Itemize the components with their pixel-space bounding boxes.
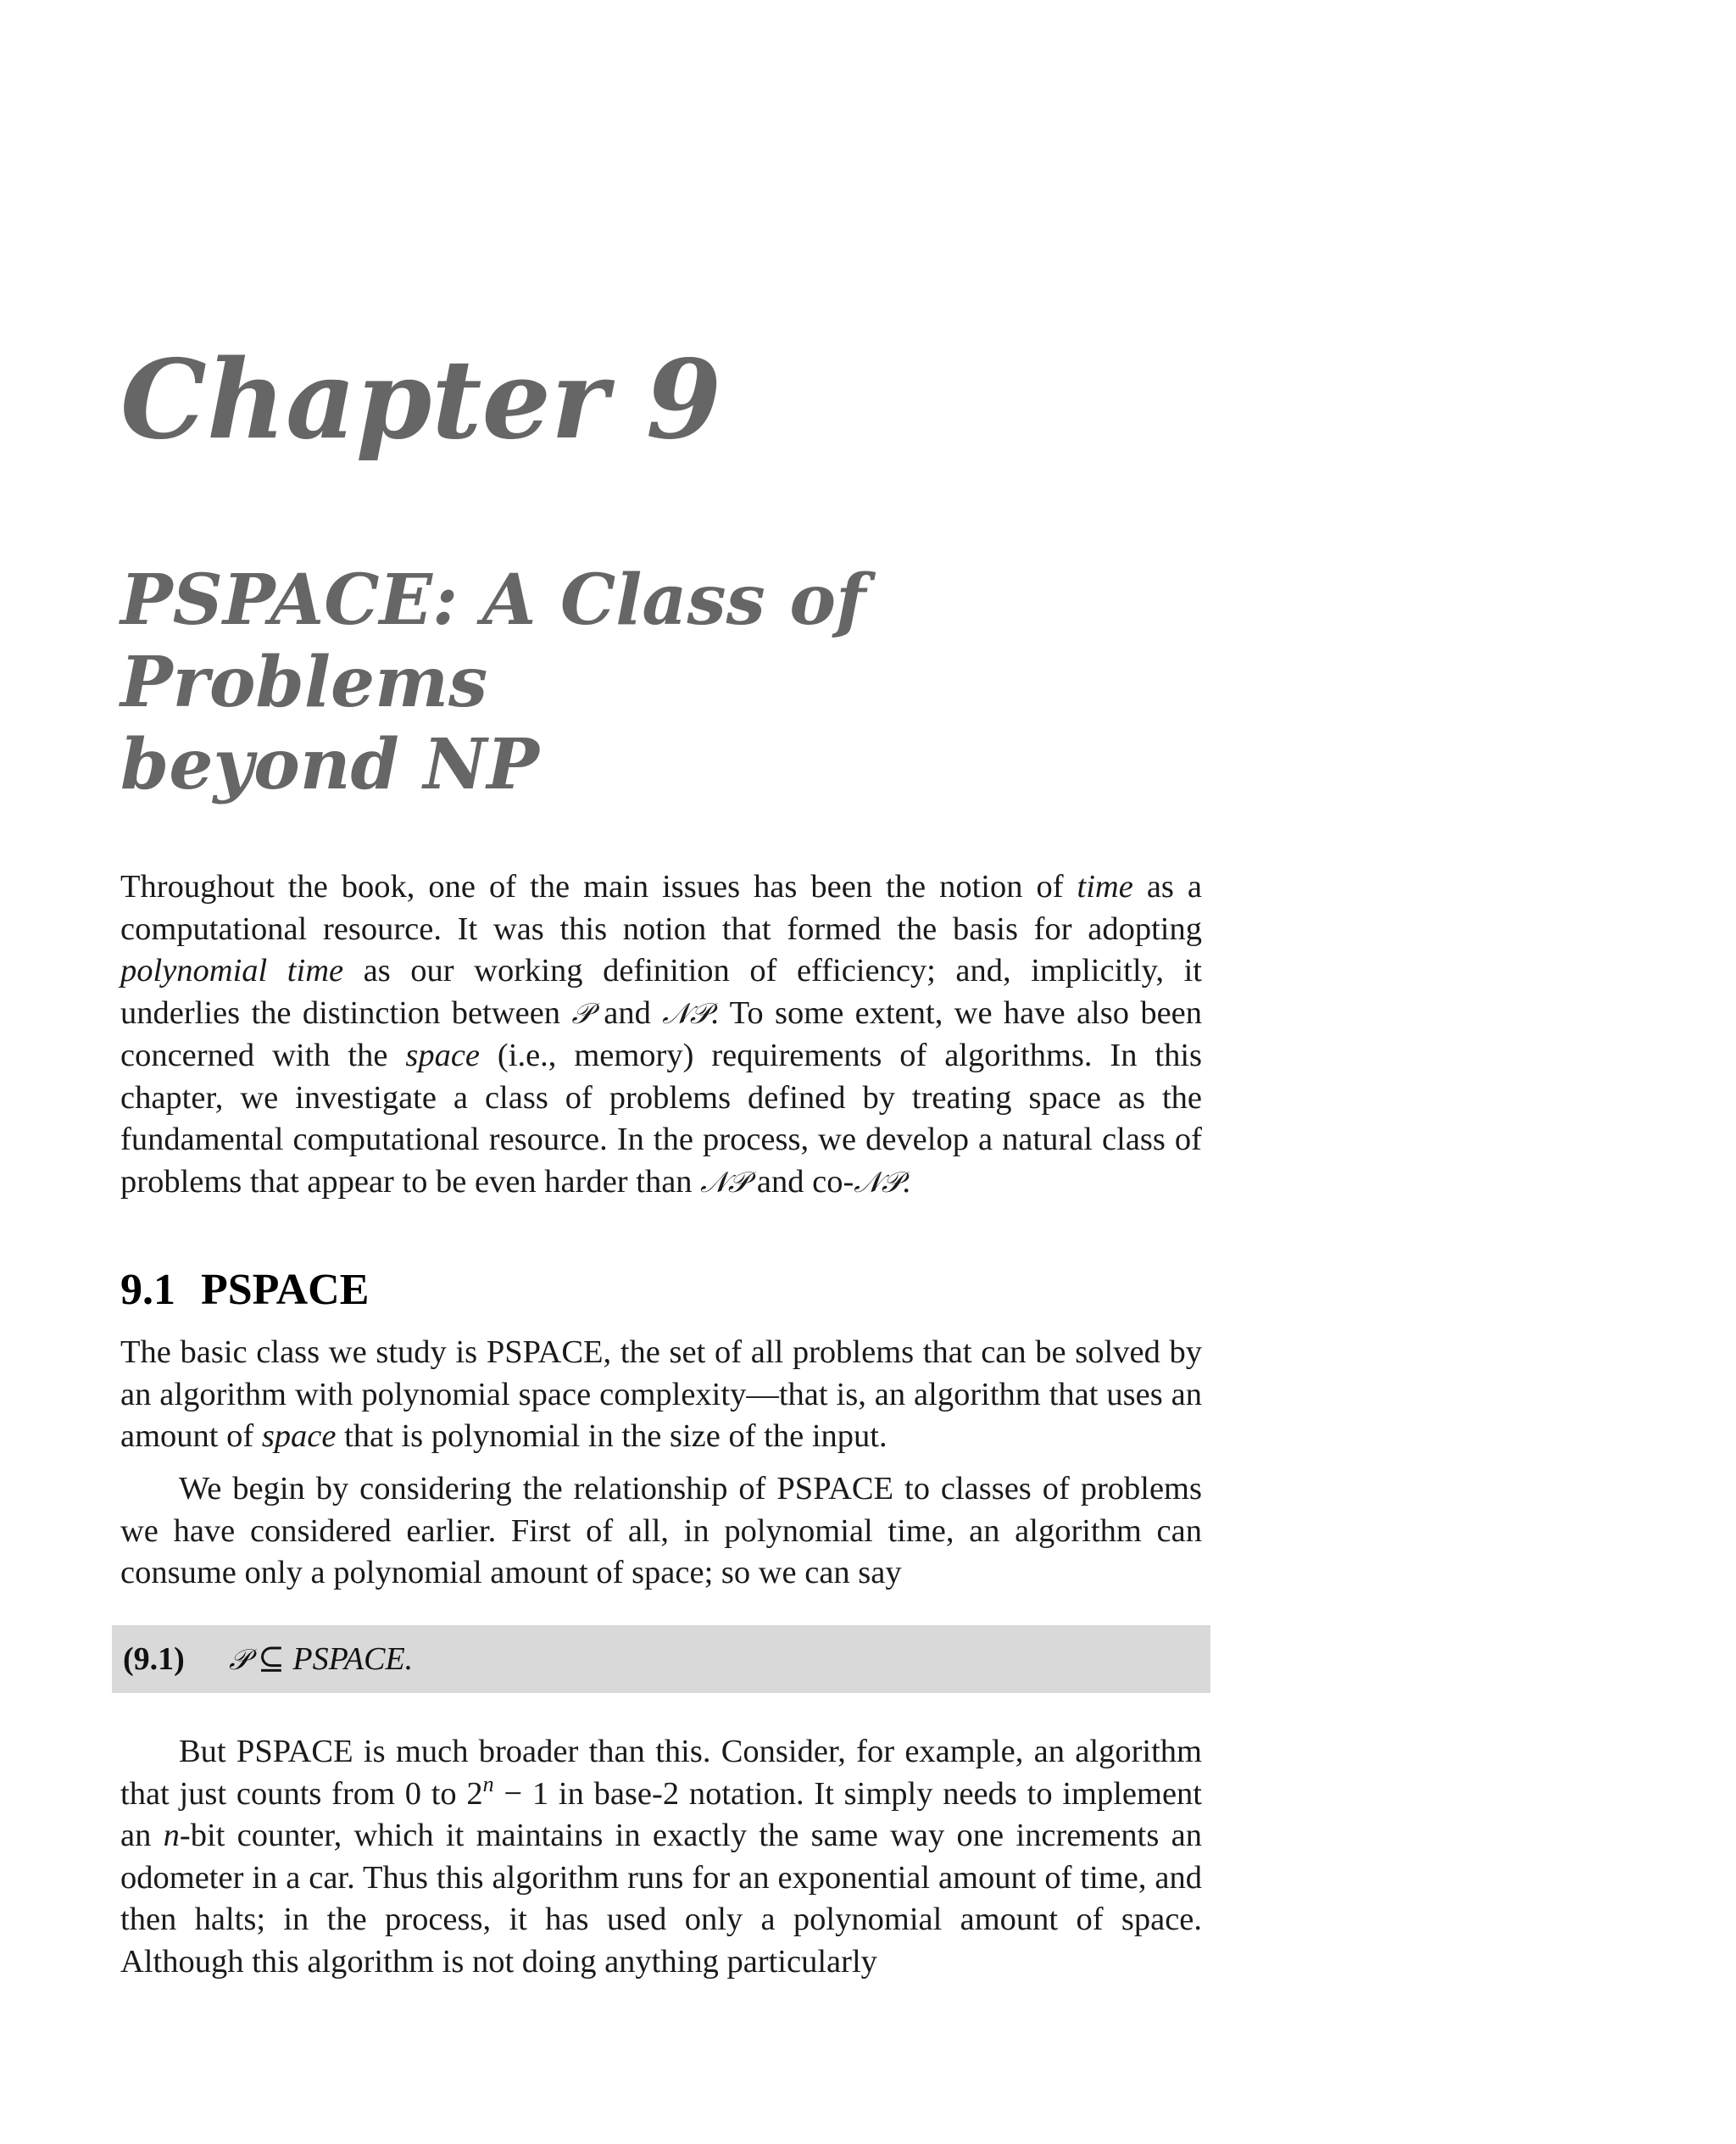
intro-text-1: Throughout the book, one of the main issues has been the notion of bbox=[120, 869, 1077, 905]
chapter-title bbox=[120, 560, 1222, 806]
class-np-symbol: 𝒩𝒫 bbox=[662, 996, 711, 1031]
theorem-number: (9.1) bbox=[123, 1641, 185, 1677]
theorem-relation: ⊆ PSPACE. bbox=[249, 1641, 414, 1677]
para1-emph-space: space bbox=[261, 1418, 337, 1454]
exponent-n: n bbox=[482, 1771, 494, 1796]
para3-text-3: -bit counter, which it maintains in exactly the same way one increments an odometer in a car. Thus this algorithm runs for an exponential amount of time, and then halts; in the process, it has used only a polynomial amount of space. Although this algorithm is not doing anything particularly bbox=[120, 1818, 1202, 1980]
intro-text-5: . To some extent, we have also been concerned with the bbox=[120, 994, 1202, 1073]
chapter-label: Chapter 9 bbox=[120, 337, 721, 464]
para1-text-2: that is polynomial in the size of the input. bbox=[336, 1418, 887, 1454]
chapter-title-line2: beyond NP bbox=[120, 724, 539, 805]
class-np-symbol: 𝒩𝒫 bbox=[700, 1165, 749, 1200]
para1-text-1: The basic class we study is PSPACE, the set of all problems that can be solved by an algorithm with polynomial space complexity—that is, an algorithm that uses an amount of bbox=[120, 1334, 1202, 1454]
section-heading bbox=[120, 1268, 369, 1312]
intro-text-2: as a computational resource. It was this notion that formed the basis for adopting bbox=[120, 869, 1202, 947]
para3-text-2: − 1 in base-2 notation. It simply needs to implement an bbox=[120, 1775, 1202, 1853]
paragraph-counter-example bbox=[120, 1731, 1202, 1983]
theorem-statement bbox=[229, 1640, 413, 1679]
intro-emph-space: space bbox=[405, 1038, 481, 1073]
para3-text-1: But PSPACE is much broader than this. Consider, for example, an algorithm that just counts from 0 to 2 bbox=[120, 1734, 1202, 1812]
theorem-box bbox=[112, 1625, 1210, 1693]
intro-text-4: and bbox=[592, 994, 663, 1031]
para3-emph-n: n bbox=[163, 1818, 180, 1853]
intro-text-8: . bbox=[902, 1163, 910, 1200]
section-title: PSPACE bbox=[201, 1266, 370, 1314]
class-p-symbol: 𝒫 bbox=[571, 996, 593, 1031]
intro-text-6: (i.e., memory) requirements of algorithms. In this chapter, we investigate a class of problems defined by treating space as the fundamental computational resource. In the process, we develop a natural class of problems that appear to be even harder than bbox=[120, 1038, 1202, 1200]
intro-text-3: as our working definition of efficiency; and, implicitly, it underlies the distinction between bbox=[120, 953, 1202, 1031]
intro-emph-time: time bbox=[1077, 869, 1133, 905]
paragraph-relationship: We begin by considering the relationship of PSPACE to classes of problems we have considered earlier. First of all, in polynomial time, an algorithm can consume only a polynomial amount of space; so we can say bbox=[120, 1471, 1202, 1590]
class-np-symbol: 𝒩𝒫 bbox=[854, 1165, 903, 1200]
paragraph-pspace-definition bbox=[120, 1332, 1202, 1458]
intro-emph-polynomial-time: polynomial time bbox=[120, 953, 344, 988]
section-number: 9.1 bbox=[120, 1266, 175, 1314]
intro-paragraph bbox=[120, 866, 1202, 1204]
class-p-symbol: 𝒫 bbox=[229, 1643, 250, 1677]
chapter-title-line1: PSPACE: A Class of Problems bbox=[120, 560, 866, 723]
intro-text-7: and co- bbox=[748, 1163, 854, 1200]
